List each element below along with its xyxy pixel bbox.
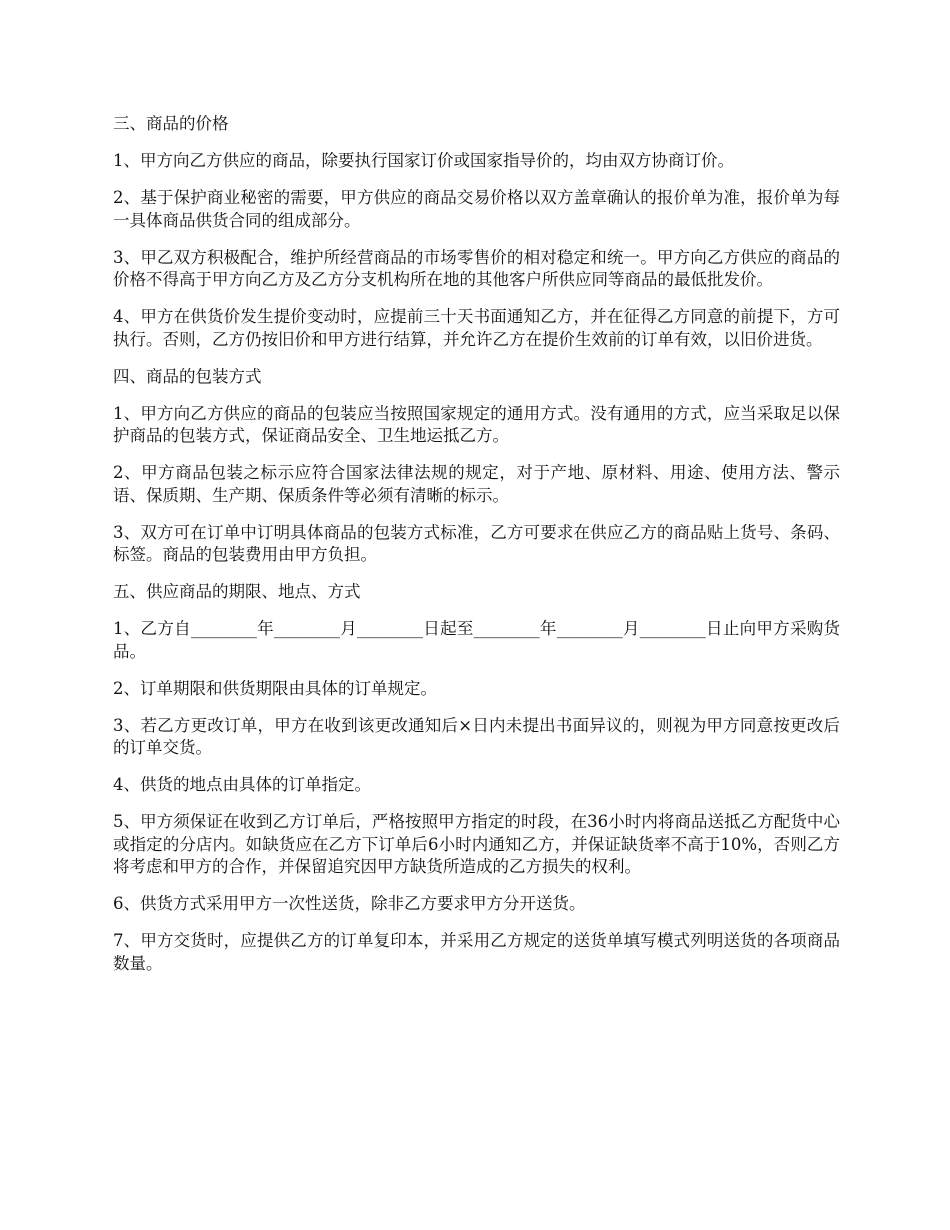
- document-body: [113, 113, 840, 990]
- section-heading-price: 三、商品的价格: [113, 114, 229, 133]
- clause-price-4: 4、甲方在供货价发生提价变动时，应提前三十天书面通知乙方，并在征得乙方同意的前提下，方可执行。否则，乙方仍按旧价和甲方进行结算，并允许乙方在提价生效前的订单有效，以旧价进货。: [113, 307, 840, 349]
- clause-price-2: 2、基于保护商业秘密的需要，甲方供应的商品交易价格以双方盖章确认的报价单为准，报价单为每一具体商品供货合同的组成部分。: [113, 188, 840, 230]
- clause-supply-6: 6、供货方式采用甲方一次性送货，除非乙方要求甲方分开送货。: [113, 894, 586, 913]
- clause-supply-7: 7、甲方交货时，应提供乙方的订单复印本，并采用乙方规定的送货单填写模式列明送货的各项商品数量。: [113, 931, 840, 973]
- clause-supply-2: 2、订单期限和供货期限由具体的订单规定。: [113, 678, 437, 698]
- section-heading-packaging: 四、商品的包装方式: [113, 366, 262, 386]
- clause-price-3: 3、甲乙双方积极配合，维护所经营商品的市场零售价的相对稳定和统一。甲方向乙方供应的商品的价格不得高于甲方向乙方及乙方分支机构所在地的其他客户所供应同等商品的最低批发价。: [113, 247, 840, 289]
- clause-supply-4: 4、供货的地点由具体的订单指定。: [113, 775, 371, 794]
- clause-supply-5: 5、甲方须保证在收到乙方订单后，严格按照甲方指定的时段，在36小时内将商品送抵乙方配货中心或指定的分店内。如缺货应在乙方下订单后6小时内通知乙方，并保证缺货率不高于10%，否则乙方将考虑和甲方的合作，并保留追究因甲方缺货所造成的乙方损失的权利。: [113, 812, 840, 876]
- clause-supply-1: 1、乙方自________年________月________日起至________年________月________日止向甲方采购货品。: [113, 619, 840, 661]
- clause-packaging-2: 2、甲方商品包装之标示应符合国家法律法规的规定，对于产地、原材料、用途、使用方法、警示语、保质期、生产期、保质条件等必须有清晰的标示。: [113, 463, 840, 505]
- section-heading-supply: 五、供应商品的期限、地点、方式: [113, 582, 361, 601]
- clause-packaging-3: 3、双方可在订单中订明具体商品的包装方式标准，乙方可要求在供应乙方的商品贴上货号、条码、标签。商品的包装费用由甲方负担。: [113, 522, 840, 564]
- clause-price-1: 1、甲方向乙方供应的商品，除要执行国家订价或国家指导价的，均由双方协商订价。: [113, 151, 734, 170]
- clause-packaging-1: 1、甲方向乙方供应的商品的包装应当按照国家规定的通用方式。没有通用的方式，应当采取足以保护商品的包装方式，保证商品安全、卫生地运抵乙方。: [113, 403, 840, 445]
- clause-supply-3: 3、若乙方更改订单，甲方在收到该更改通知后×日内未提出书面异议的，则视为甲方同意按更改后的订单交货。: [113, 715, 840, 757]
